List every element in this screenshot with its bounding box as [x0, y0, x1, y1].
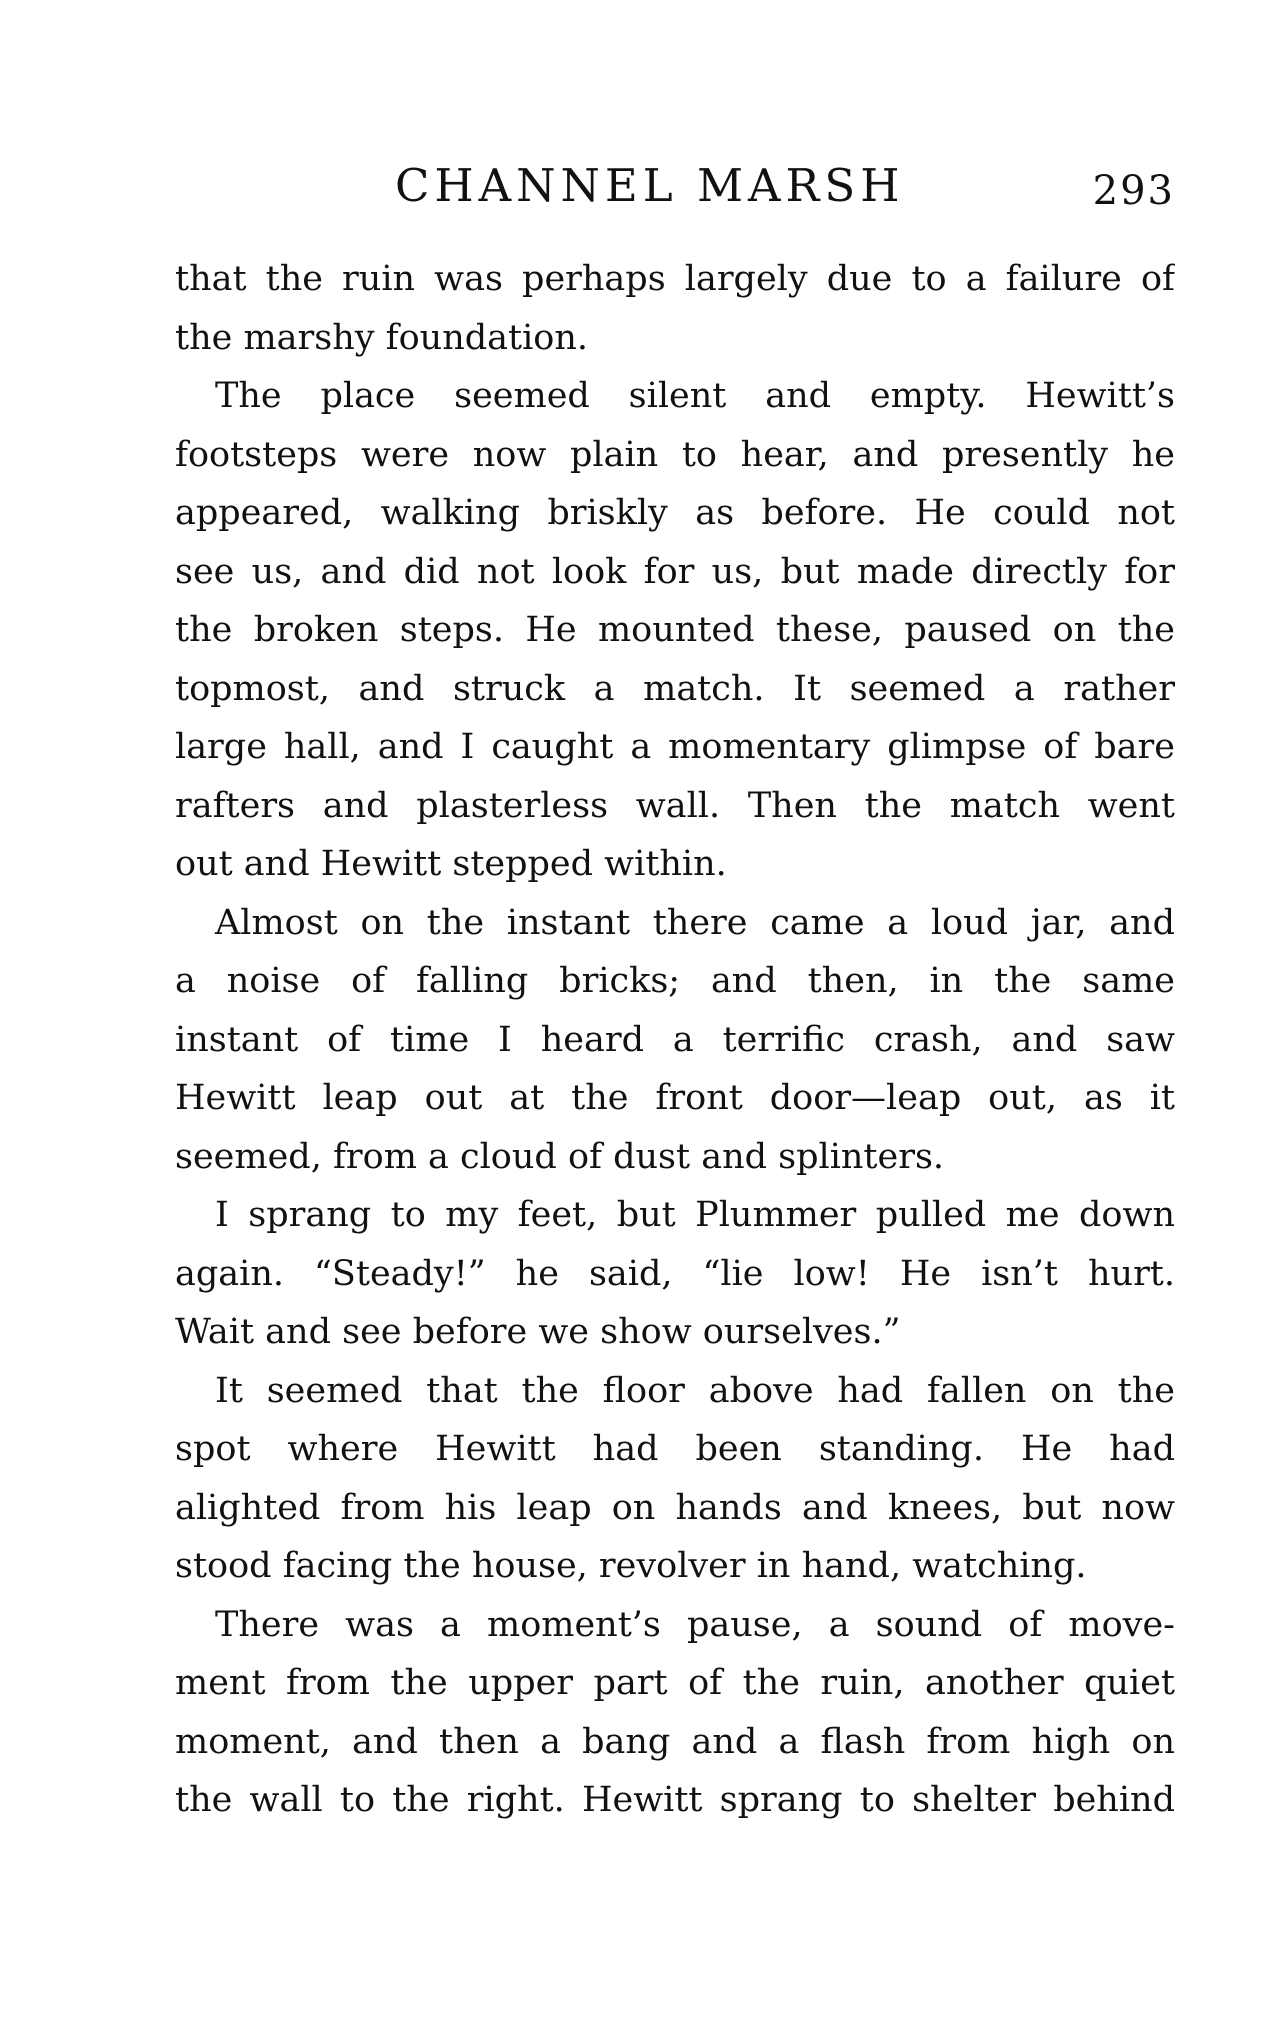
text-line-17: I sprang to my feet, but Plummer pulled me down: [215, 1195, 1175, 1235]
text-line-3: The place seemed silent and empty. Hewitt’s: [215, 376, 1175, 416]
text-line-2: the marshy foundation.: [175, 317, 589, 358]
body-text: [175, 250, 1175, 1830]
text-line-22: alighted from his leap on hands and knees, but now: [175, 1487, 1175, 1528]
text-line-23: stood facing the house, revolver in hand, watching.: [175, 1546, 1087, 1586]
text-line-18: again. “Steady!” he said, “lie low! He isn’t hurt.: [175, 1253, 1175, 1294]
page-number: 293: [1092, 168, 1175, 214]
text-line-5: appeared, walking briskly as before. He could not: [175, 493, 1175, 533]
text-line-15: Hewitt leap out at the front door—leap out, as it: [175, 1078, 1175, 1118]
text-line-20: It seemed that the floor above had fallen on the: [215, 1370, 1175, 1411]
text-line-11: out and Hewitt stepped within.: [175, 844, 727, 884]
text-line-8: topmost, and struck a match. It seemed a rather: [175, 668, 1175, 709]
running-head: [175, 158, 1175, 218]
text-line-26: moment, and then a bang and a flash from high on: [175, 1721, 1175, 1762]
text-line-16: seemed, from a cloud of dust and splinters.: [175, 1136, 945, 1177]
text-line-14: instant of time I heard a terrific crash, and saw: [175, 1019, 1175, 1060]
text-line-21: spot where Hewitt had been standing. He had: [175, 1429, 1175, 1469]
running-title: CHANNEL MARSH: [395, 159, 905, 212]
text-line-6: see us, and did not look for us, but made directly for: [175, 551, 1175, 592]
text-line-27: the wall to the right. Hewitt sprang to shelter behind: [175, 1780, 1175, 1820]
text-line-9: large hall, and I caught a momentary glimpse of bare: [175, 727, 1175, 767]
text-line-25: ment from the upper part of the ruin, another quiet: [175, 1663, 1175, 1703]
text-line-13: a noise of falling bricks; and then, in the same: [175, 961, 1175, 1001]
text-line-10: rafters and plasterless wall. Then the match went: [175, 785, 1175, 826]
text-line-12: Almost on the instant there came a loud jar, and: [215, 902, 1175, 943]
text-line-19: Wait and see before we show ourselves.”: [175, 1312, 901, 1352]
text-line-7: the broken steps. He mounted these, paused on the: [175, 610, 1175, 650]
text-line-1: that the ruin was perhaps largely due to a failure of: [175, 259, 1175, 299]
text-line-24: There was a moment’s pause, a sound of move-: [215, 1604, 1175, 1645]
text-line-4: footsteps were now plain to hear, and presently he: [175, 434, 1175, 475]
